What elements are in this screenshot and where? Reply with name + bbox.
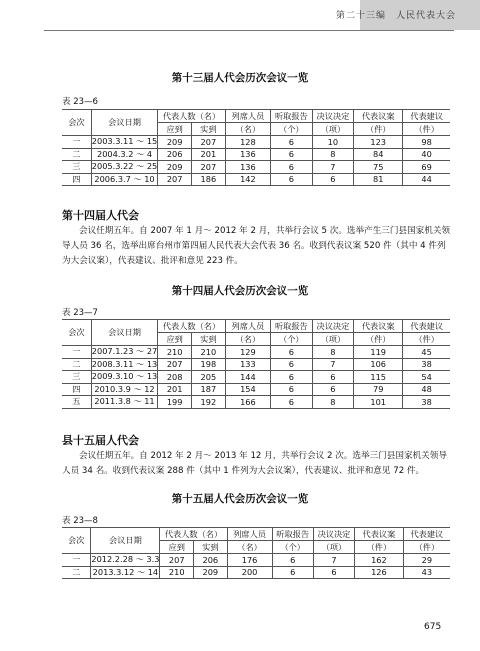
col-date: 会议日期 [91,528,160,554]
col-decisions: 决议决定 [312,320,354,333]
cell-date: 2003.3.11 ～ 15 [91,136,158,147]
cell-session: 一 [62,554,91,567]
table14-body [62,346,450,409]
cell-date: 2007.1.23 ～ 27 [91,346,158,357]
col-attend-unit: （名） [225,123,270,136]
cell-suggestions: 54 [403,371,450,384]
col-session: 会次 [62,320,91,346]
cell-reports: 6 [272,566,313,579]
cell-decisions: 10 [312,136,354,149]
cell-bills: 79 [354,383,403,396]
col-total: 应到 [158,333,192,346]
section14-text: 会议任期五年。自 2007 年 1 月～ 2012 年 2 月，共举行会议 5 次。选举产生三门县国家机关领导人员 36 名，选举出席台州市第四届人民代表大会代表 36 名。收到代表议案 520 件（其中 4 件列为大会议案），代表建议、批评和意见 223 件。 [62,226,451,266]
table13-label: 表 23—6 [62,97,98,107]
cell-actual: 205 [192,371,226,384]
col-reports-unit: （个） [272,541,313,554]
cell-total: 207 [158,173,192,186]
cell-attend: 128 [225,136,270,149]
col-reports-unit: （个） [271,333,313,346]
cell-reports: 6 [271,173,313,186]
col-reports: 听取报告 [271,320,313,333]
table15-title: 第十五届人代会历次会议一览 [171,493,309,505]
cell-attend: 166 [225,396,270,409]
col-suggestions-unit: （件） [403,541,450,554]
cell-date: 2004.3.2 ～ 4 [91,148,157,161]
col-bills-unit: （件） [355,541,404,554]
table-row [62,173,450,186]
col-actual: 实到 [194,541,228,554]
cell-reports: 6 [271,148,313,161]
cell-decisions: 7 [313,554,354,567]
col-attend-unit: （名） [227,541,272,554]
cell-total: 208 [158,371,192,384]
table14-title: 第十四届人代会历次会议一览 [171,285,309,297]
cell-total: 210 [160,566,194,579]
table-row [62,148,450,161]
table-row [62,358,450,371]
col-suggestions: 代表建议 [403,320,450,333]
cell-decisions: 6 [312,371,354,384]
col-attend: 列席人员 [225,320,270,333]
cell-actual: 192 [192,396,226,409]
cell-session: 五 [62,396,91,409]
cell-suggestions: 29 [403,554,450,567]
table-row [62,554,450,567]
cell-actual: 207 [192,161,226,174]
col-suggestions-unit: （件） [403,333,450,346]
cell-total: 206 [158,148,192,161]
cell-attend: 129 [225,346,270,359]
cell-bills: 84 [354,148,403,161]
table14 [62,319,450,409]
cell-bills: 119 [354,346,403,359]
cell-suggestions: 44 [403,173,450,186]
header-rule [44,30,454,31]
table14-label: 表 23—7 [62,308,98,318]
cell-date: 2006.3.7 ～ 10 [91,173,157,186]
cell-total: 209 [158,161,192,174]
cell-total: 210 [158,346,192,359]
cell-decisions: 6 [313,566,354,579]
cell-suggestions: 38 [403,358,450,371]
cell-actual: 207 [192,136,226,149]
col-suggestions: 代表建议 [403,528,450,541]
col-delegates: 代表人数（名） [160,528,227,541]
cell-actual: 201 [192,148,226,161]
cell-suggestions: 69 [403,161,450,174]
cell-suggestions: 48 [403,383,450,396]
col-reports: 听取报告 [271,110,313,123]
cell-attend: 136 [225,161,270,174]
cell-decisions: 6 [312,383,354,396]
cell-actual: 209 [194,566,228,579]
running-title: 第二十三编 人民代表大会 [335,11,456,21]
cell-session: 三 [62,371,91,384]
cell-session: 一 [62,346,91,359]
cell-decisions: 7 [312,358,354,371]
cell-decisions: 7 [312,161,354,174]
cell-bills: 75 [354,161,403,174]
col-decisions: 决议决定 [313,528,354,541]
table-row [62,136,450,149]
cell-bills: 123 [354,136,403,149]
cell-bills: 81 [354,173,403,186]
cell-decisions: 8 [312,396,354,409]
table15-body [62,554,450,579]
cell-bills: 106 [354,358,403,371]
cell-date: 2008.3.11 ～ 13 [91,358,158,369]
section15-text: 会议任期五年。自 2012 年 2 月～ 2013 年 12 月，共举行会议 2 次。选举三门县国家机关领导人员 34 名。收到代表议案 288 件（其中 1 件列为大会议案），代表建议、批评和意见 72 件。 [62,451,447,476]
col-attend: 列席人员 [225,110,270,123]
cell-reports: 6 [271,136,313,149]
cell-date: 2011.3.8 ～ 11 [91,396,157,409]
col-date: 会议日期 [91,110,157,136]
table-row [62,396,450,409]
cell-reports: 6 [271,358,313,371]
cell-date: 2013.3.12 ～ 14 [92,566,159,577]
col-suggestions-unit: （件） [403,123,450,136]
cell-date: 2010.3.9 ～ 12 [91,383,157,396]
table15 [62,527,450,579]
cell-bills: 115 [354,371,403,384]
table13-title: 第十三届人代会历次会议一览 [171,72,309,84]
page-number: 675 [424,622,442,632]
table-row [62,371,450,384]
cell-attend: 154 [225,383,270,396]
cell-suggestions: 45 [403,346,450,359]
col-session: 会次 [62,110,91,136]
cell-bills: 162 [355,554,404,567]
cell-actual: 206 [194,554,228,567]
col-decisions: 决议决定 [312,110,354,123]
cell-total: 209 [158,136,192,149]
table-row [62,383,450,396]
col-suggestions: 代表建议 [403,110,450,123]
cell-suggestions: 38 [403,396,450,409]
col-total: 应到 [158,123,192,136]
cell-actual: 186 [192,173,226,186]
col-actual: 实到 [192,333,226,346]
section15-title: 县十五届人代会 [62,434,139,447]
cell-session: 一 [62,136,91,149]
col-bills: 代表议案 [354,320,403,333]
cell-decisions: 8 [312,346,354,359]
cell-decisions: 8 [312,148,354,161]
cell-total: 207 [160,554,194,567]
cell-reports: 6 [271,346,313,359]
cell-session: 四 [62,383,91,396]
table-row [62,346,450,359]
cell-reports: 6 [271,383,313,396]
cell-decisions: 6 [312,173,354,186]
cell-reports: 6 [271,396,313,409]
cell-suggestions: 98 [403,136,450,149]
col-decisions-unit: （项） [313,541,354,554]
col-attend: 列席人员 [227,528,272,541]
cell-session: 二 [62,566,91,579]
cell-total: 207 [158,358,192,371]
col-delegates: 代表人数（名） [158,110,225,123]
cell-session: 三 [62,161,91,174]
cell-reports: 6 [272,554,313,567]
cell-attend: 142 [225,173,270,186]
cell-suggestions: 43 [403,566,450,579]
cell-actual: 187 [192,383,226,396]
col-bills: 代表议案 [355,528,404,541]
cell-suggestions: 40 [403,148,450,161]
table15-label: 表 23—8 [62,516,98,526]
col-bills-unit: （件） [354,333,403,346]
cell-attend: 133 [225,358,270,371]
cell-reports: 6 [271,161,313,174]
cell-date: 2005.3.22 ～ 25 [91,161,158,172]
col-decisions-unit: （项） [312,333,354,346]
table-row [62,161,450,174]
col-reports-unit: （个） [271,123,313,136]
cell-bills: 126 [355,566,404,579]
col-decisions-unit: （项） [312,123,354,136]
cell-session: 二 [62,148,91,161]
col-bills-unit: （件） [354,123,403,136]
col-attend-unit: （名） [225,333,270,346]
table-row [62,566,450,579]
cell-bills: 101 [354,396,403,409]
cell-attend: 176 [227,554,272,567]
table13 [62,109,450,186]
cell-attend: 200 [227,566,272,579]
cell-session: 四 [62,173,91,186]
cell-attend: 144 [225,371,270,384]
cell-date: 2012.2.28 ～ 3.3 [91,554,160,565]
col-delegates: 代表人数（名） [158,320,225,333]
cell-total: 201 [158,383,192,396]
col-bills: 代表议案 [354,110,403,123]
cell-total: 199 [158,396,192,409]
col-actual: 实到 [192,123,226,136]
col-total: 应到 [160,541,194,554]
cell-actual: 210 [192,346,226,359]
section14-title: 第十四届人代会 [62,209,139,222]
cell-actual: 198 [192,358,226,371]
col-date: 会议日期 [91,320,157,346]
col-reports: 听取报告 [272,528,313,541]
cell-attend: 136 [225,148,270,161]
cell-reports: 6 [271,371,313,384]
cell-session: 二 [62,358,91,371]
cell-date: 2009.3.10 ～ 13 [91,371,158,382]
table13-body [62,136,450,186]
col-session: 会次 [62,528,91,554]
